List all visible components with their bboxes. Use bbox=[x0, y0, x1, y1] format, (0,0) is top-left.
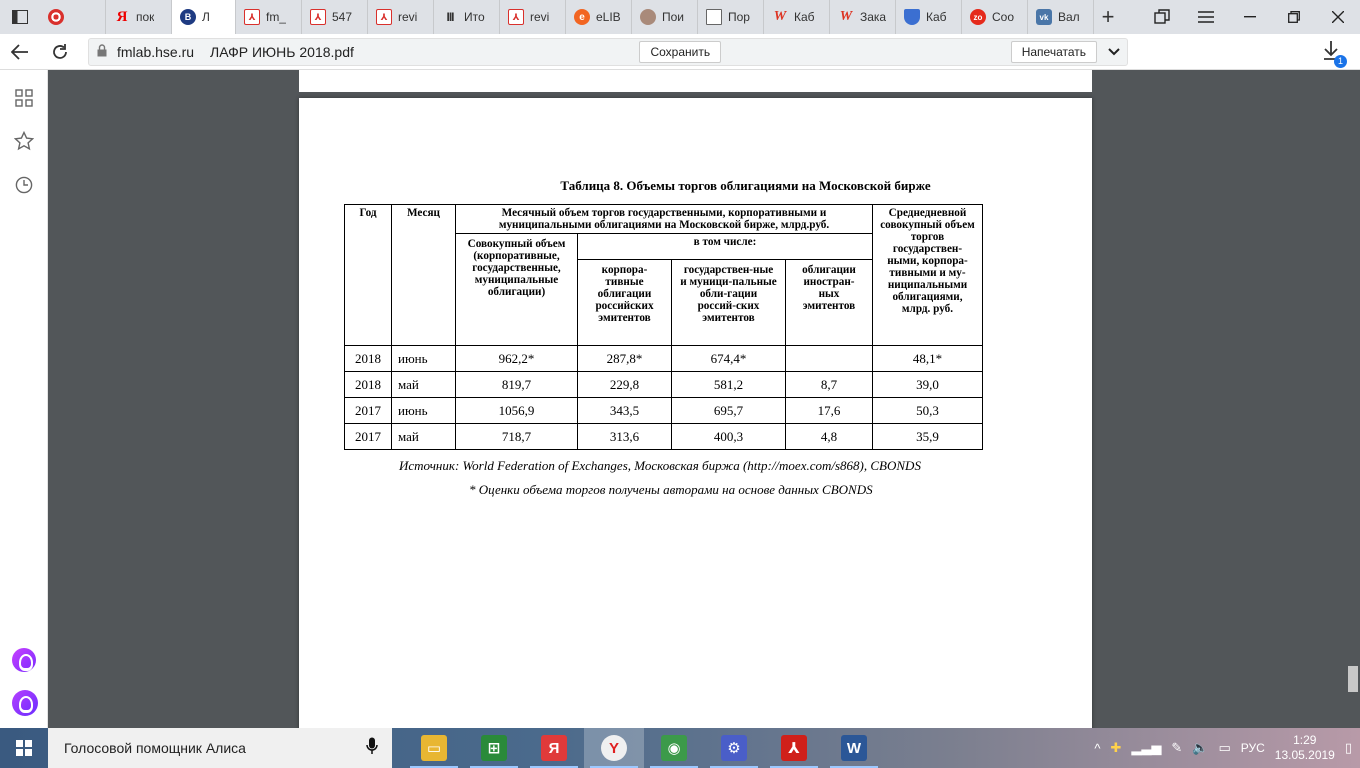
document-icon bbox=[706, 9, 722, 25]
header-corporate: корпора-тивные облигации российских эмитентов bbox=[578, 260, 672, 346]
w-icon: W bbox=[839, 9, 853, 24]
library-icon: III bbox=[446, 10, 454, 24]
cell-total: 1056,9 bbox=[456, 398, 578, 424]
cell-total: 718,7 bbox=[456, 424, 578, 450]
taskbar-apps bbox=[404, 728, 884, 768]
yandex-browser-icon: Y bbox=[601, 735, 627, 761]
cell-foreign: 17,6 bbox=[786, 398, 873, 424]
tab[interactable] bbox=[302, 0, 368, 34]
source-note: Источник: World Federation of Exchanges, Московская биржа (http://moex.com/s868), CBONDS bbox=[399, 458, 921, 473]
file-explorer-icon: ▭ bbox=[421, 735, 447, 761]
reload-button[interactable] bbox=[40, 34, 80, 70]
clock-date: 13.05.2019 bbox=[1274, 748, 1335, 762]
tab-label: Ито bbox=[464, 10, 485, 24]
cell-foreign: 8,7 bbox=[786, 372, 873, 398]
header-foreign: облигации иностран-ных эмитентов bbox=[786, 260, 873, 346]
acrobat-icon: ⅄ bbox=[781, 735, 807, 761]
cell-government: 400,3 bbox=[672, 424, 786, 450]
cell-foreign bbox=[786, 346, 873, 372]
alice-assistant-icon[interactable] bbox=[12, 648, 36, 672]
pdf-viewer[interactable] bbox=[48, 70, 1360, 728]
previous-page bbox=[299, 70, 1092, 92]
table-row bbox=[345, 372, 983, 398]
tab-label: Вал bbox=[1058, 10, 1080, 24]
cell-daily: 48,1* bbox=[873, 346, 983, 372]
tabs-menu-icon[interactable] bbox=[1140, 0, 1184, 34]
pdf-page bbox=[299, 98, 1092, 728]
header-total: Совокупный объем (корпоративные, государственные, муниципальные облигации) bbox=[456, 234, 578, 346]
header-daily-volume: Среднедневной совокупный объем торгов государствен-ными, корпора-тивными и му-ниципальными облигациями, млрд. руб. bbox=[873, 205, 983, 346]
tab[interactable] bbox=[40, 0, 106, 34]
url-host: fmlab.hse.ru bbox=[117, 43, 195, 60]
menu-icon[interactable] bbox=[1184, 0, 1228, 34]
search-text: Голосовой помощник Алиса bbox=[64, 740, 246, 756]
cell-corporate: 287,8* bbox=[578, 346, 672, 372]
taskbar-search[interactable] bbox=[48, 728, 392, 768]
system-tray bbox=[1094, 728, 1360, 768]
history-clock-icon[interactable] bbox=[12, 173, 36, 197]
tab[interactable] bbox=[1028, 0, 1094, 34]
hse-icon: В bbox=[180, 9, 196, 25]
tab-label: пок bbox=[136, 10, 155, 24]
left-sidebar bbox=[0, 70, 48, 728]
tab[interactable] bbox=[172, 0, 236, 34]
print-button[interactable]: Напечатать bbox=[1011, 41, 1097, 63]
taskbar-app[interactable] bbox=[524, 728, 584, 768]
tab[interactable] bbox=[368, 0, 434, 34]
close-button[interactable] bbox=[1316, 0, 1360, 34]
pen-icon[interactable]: ✎ bbox=[1171, 740, 1183, 755]
table-row bbox=[345, 346, 983, 372]
tab[interactable] bbox=[106, 0, 172, 34]
alice-voice-icon[interactable] bbox=[12, 690, 38, 716]
volume-muted-icon[interactable]: 🔈 bbox=[1192, 740, 1209, 755]
tabs bbox=[40, 0, 1094, 34]
taskbar-app[interactable] bbox=[584, 728, 644, 768]
taskbar-app[interactable] bbox=[704, 728, 764, 768]
back-button[interactable] bbox=[0, 34, 40, 70]
wifi-signal-icon[interactable]: ▂▃▅ bbox=[1131, 740, 1162, 755]
taskbar-app[interactable] bbox=[824, 728, 884, 768]
cell-total: 819,7 bbox=[456, 372, 578, 398]
tab-strip bbox=[0, 0, 1360, 34]
header-monthly-volume: Месячный объем торгов государственными, корпоративными и муниципальными облигациями на Московской бирже, млрд.руб. bbox=[456, 205, 873, 234]
chevron-down-icon[interactable] bbox=[1101, 41, 1127, 63]
cell-corporate: 229,8 bbox=[578, 372, 672, 398]
shield-icon bbox=[904, 9, 920, 25]
tab[interactable] bbox=[632, 0, 698, 34]
cell-corporate: 343,5 bbox=[578, 398, 672, 424]
network-plus-icon[interactable]: ✚ bbox=[1110, 740, 1122, 755]
tab[interactable] bbox=[830, 0, 896, 34]
cell-government: 674,4* bbox=[672, 346, 786, 372]
taskbar-app[interactable] bbox=[404, 728, 464, 768]
target-icon bbox=[48, 9, 64, 25]
w-icon: W bbox=[773, 9, 787, 24]
tab-label: Пои bbox=[662, 10, 685, 24]
clock[interactable] bbox=[1275, 733, 1335, 763]
estimate-note: * Оценки объема торгов получены авторами на основе данных CBONDS bbox=[469, 482, 873, 497]
chrome-icon: ◉ bbox=[661, 735, 687, 761]
downloads-badge: 1 bbox=[1334, 55, 1347, 68]
tab-label: Каб bbox=[926, 10, 947, 24]
start-button[interactable] bbox=[0, 728, 48, 768]
tab-label: Каб bbox=[794, 10, 815, 24]
cell-government: 581,2 bbox=[672, 372, 786, 398]
bookmark-star-icon[interactable] bbox=[12, 129, 36, 153]
vk-icon: vk bbox=[1036, 9, 1052, 25]
taskbar-app[interactable] bbox=[644, 728, 704, 768]
tab-label: Зака bbox=[860, 10, 887, 24]
yandex-icon: Я bbox=[116, 8, 128, 25]
cell-total: 962,2* bbox=[456, 346, 578, 372]
new-tab-button[interactable]: + bbox=[1101, 4, 1115, 29]
reload-icon bbox=[52, 44, 68, 60]
bond-trading-table bbox=[344, 204, 983, 450]
tab[interactable] bbox=[896, 0, 962, 34]
taskbar-app[interactable] bbox=[764, 728, 824, 768]
downloads-button[interactable] bbox=[1318, 40, 1344, 66]
word-icon: W bbox=[841, 735, 867, 761]
taskbar bbox=[0, 728, 1360, 768]
tab-label: 547 bbox=[332, 10, 353, 24]
clock-time: 1:29 bbox=[1293, 733, 1317, 747]
pdf-icon: ⅄ bbox=[310, 9, 326, 25]
cell-daily: 35,9 bbox=[873, 424, 983, 450]
tab[interactable] bbox=[566, 0, 632, 34]
scrollbar-thumb[interactable] bbox=[1348, 666, 1358, 692]
cell-daily: 39,0 bbox=[873, 372, 983, 398]
tab-label: fm_ bbox=[266, 10, 287, 24]
tab-label: revi bbox=[398, 10, 418, 24]
tray-chevron-icon[interactable]: ^ bbox=[1094, 740, 1101, 756]
address-bar bbox=[0, 34, 1360, 70]
cell-government: 695,7 bbox=[672, 398, 786, 424]
avatar-icon bbox=[640, 9, 656, 25]
elibrary-icon: e bbox=[574, 9, 590, 25]
arrow-left-icon bbox=[11, 44, 29, 60]
cell-corporate: 313,6 bbox=[578, 424, 672, 450]
cell-year: 2017 bbox=[345, 424, 392, 450]
cell-month: май bbox=[392, 424, 456, 450]
save-button[interactable]: Сохранить bbox=[639, 41, 721, 63]
restore-button[interactable] bbox=[1272, 0, 1316, 34]
cell-month: июнь bbox=[392, 346, 456, 372]
cell-month: июнь bbox=[392, 398, 456, 424]
window-controls bbox=[1140, 0, 1360, 34]
battery-icon[interactable]: ▭ bbox=[1218, 740, 1231, 755]
cell-year: 2018 bbox=[345, 372, 392, 398]
taskbar-app[interactable] bbox=[464, 728, 524, 768]
yandex-app-icon: Я bbox=[541, 735, 567, 761]
url-field[interactable] bbox=[88, 38, 1128, 66]
cell-daily: 50,3 bbox=[873, 398, 983, 424]
tab[interactable] bbox=[500, 0, 566, 34]
table-row bbox=[345, 424, 983, 450]
header-government: государствен-ные и муници-пальные обли-гации россий-ских эмитентов bbox=[672, 260, 786, 346]
lock-icon[interactable] bbox=[97, 44, 107, 60]
pdf-icon: ⅄ bbox=[376, 9, 392, 25]
cell-year: 2018 bbox=[345, 346, 392, 372]
tab-label: eLIB bbox=[596, 10, 621, 24]
language-indicator[interactable]: РУС bbox=[1240, 741, 1265, 755]
tab[interactable] bbox=[434, 0, 500, 34]
header-year: Год bbox=[345, 205, 392, 346]
document-title: ЛАФР ИЮНЬ 2018.pdf bbox=[210, 43, 354, 60]
microphone-icon[interactable] bbox=[366, 737, 378, 760]
pdf-icon: ⅄ bbox=[508, 9, 524, 25]
header-month: Месяц bbox=[392, 205, 456, 346]
tab-label: Л bbox=[202, 10, 210, 24]
store-icon: ⊞ bbox=[481, 735, 507, 761]
minimize-button[interactable] bbox=[1228, 0, 1272, 34]
table-row bbox=[345, 398, 983, 424]
windows-icon bbox=[16, 740, 32, 756]
tabs-panel-icon bbox=[12, 10, 28, 24]
tab-label: Coo bbox=[992, 10, 1015, 24]
cell-foreign: 4,8 bbox=[786, 424, 873, 450]
tab-label: revi bbox=[530, 10, 550, 24]
header-including: в том числе: bbox=[578, 234, 873, 260]
table-title: Таблица 8. Объемы торгов облигациями на Московской бирже bbox=[560, 178, 931, 193]
notifications-icon[interactable]: ▯ bbox=[1344, 740, 1352, 755]
pdf-icon: ⅄ bbox=[244, 9, 260, 25]
apps-grid-icon[interactable] bbox=[12, 86, 36, 110]
zoon-icon: zo bbox=[970, 9, 986, 25]
tab[interactable] bbox=[764, 0, 830, 34]
settings-icon: ⚙ bbox=[721, 735, 747, 761]
cell-year: 2017 bbox=[345, 398, 392, 424]
tab[interactable] bbox=[962, 0, 1028, 34]
tab[interactable] bbox=[698, 0, 764, 34]
tab[interactable] bbox=[236, 0, 302, 34]
tab-sidebar-button[interactable] bbox=[0, 0, 40, 34]
cell-month: май bbox=[392, 372, 456, 398]
tab-label: Пор bbox=[728, 10, 750, 24]
